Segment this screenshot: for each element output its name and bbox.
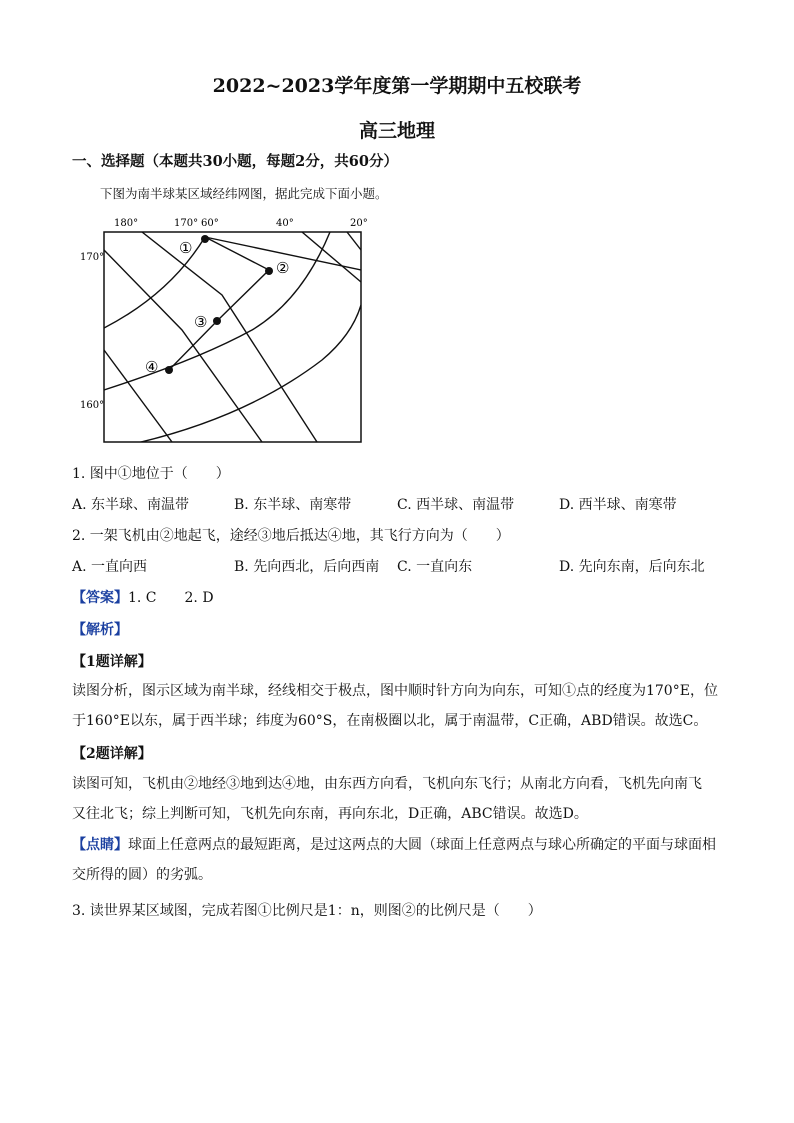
tick-label: 60° <box>201 218 219 229</box>
note-tag: 【点睛】 <box>72 837 128 853</box>
q1-option-d: D. 西半球、南寒带 <box>559 497 677 513</box>
q2-option-a: A. 一直向西 <box>72 559 148 575</box>
analysis-tag: 【解析】 <box>72 622 128 638</box>
question-2-stem: 2. 一架飞机由②地起飞，途经③地后抵达④地，其飞行方向为（ ） <box>72 528 510 544</box>
meridian-line <box>104 250 262 442</box>
q2-option-c: C. 一直向东 <box>397 559 473 575</box>
tick-label: 20° <box>350 218 368 229</box>
tick-label: 40° <box>276 218 294 229</box>
q2-detail-tag: 【2题详解】 <box>72 746 152 762</box>
map-frame <box>104 232 361 442</box>
q2-detail-line: 又往北飞；综上判断可知，飞机先向东南，再向东北，D正确，ABC错误。故选D。 <box>72 806 588 822</box>
q1-option-b: B. 东半球、南寒带 <box>234 497 352 513</box>
tick-label: 170° <box>174 218 199 229</box>
q2-option-d: D. 先向东南，后向东北 <box>559 559 705 575</box>
point-1 <box>201 235 209 243</box>
note-line: 球面上任意两点的最短距离，是过这两点的大圆（球面上任意两点与球心所确定的平面与球面相 <box>128 837 716 853</box>
q2-detail-line: 读图可知，飞机由②地经③地到达④地，由东西方向看，飞机向东飞行；从南北方向看，飞机先向南飞 <box>72 776 702 792</box>
question-1-stem: 1. 图中①地位于（ ） <box>72 466 230 482</box>
point-label: ③ <box>194 313 208 331</box>
page-title: 2022~2023学年度第一学期期中五校联考 <box>212 75 582 97</box>
meridian-line <box>142 232 317 442</box>
point-label: ① <box>179 239 193 257</box>
meridian-line <box>104 350 172 442</box>
note-block <box>72 830 716 860</box>
graticule-map <box>72 210 372 450</box>
point-3 <box>213 317 221 325</box>
answer-tag: 【答案】 <box>72 590 128 606</box>
q1-detail-line: 读图分析，图示区域为南半球，经线相交于极点，图中顺时针方向为向东，可知①点的经度为170°E，位 <box>72 683 718 699</box>
tick-label: 160° <box>80 400 105 411</box>
tick-label: 170° <box>80 252 105 263</box>
point-label: ② <box>276 259 290 277</box>
note-line: 交所得的圆）的劣弧。 <box>72 867 212 883</box>
point-label: ④ <box>145 358 159 376</box>
meridian-line <box>347 232 361 250</box>
q1-detail-line: 于160°E以东，属于西半球；纬度为60°S，在南极圈以北，属于南温带，C正确，ABD错误。故选C。 <box>72 713 708 729</box>
page-subtitle: 高三地理 <box>358 120 435 142</box>
tick-label: 180° <box>114 218 139 229</box>
q1-detail-tag: 【1题详解】 <box>72 654 152 670</box>
point-4 <box>165 366 173 374</box>
section-heading: 一、选择题（本题共30小题，每题2分，共60分） <box>72 153 398 170</box>
section-intro: 下图为南半球某区域经纬网图，据此完成下面小题。 <box>100 186 388 201</box>
point-2 <box>265 267 273 275</box>
q1-option-a: A. 东半球、南温带 <box>72 497 190 513</box>
answer-block <box>72 587 214 607</box>
question-3-stem: 3. 读世界某区域图，完成若图①比例尺是1：n，则图②的比例尺是（ ） <box>72 903 542 919</box>
q1-option-c: C. 西半球、南温带 <box>397 497 515 513</box>
q2-option-b: B. 先向西北，后向西南 <box>234 559 380 575</box>
answer-text: 1. C 2. D <box>128 590 214 606</box>
